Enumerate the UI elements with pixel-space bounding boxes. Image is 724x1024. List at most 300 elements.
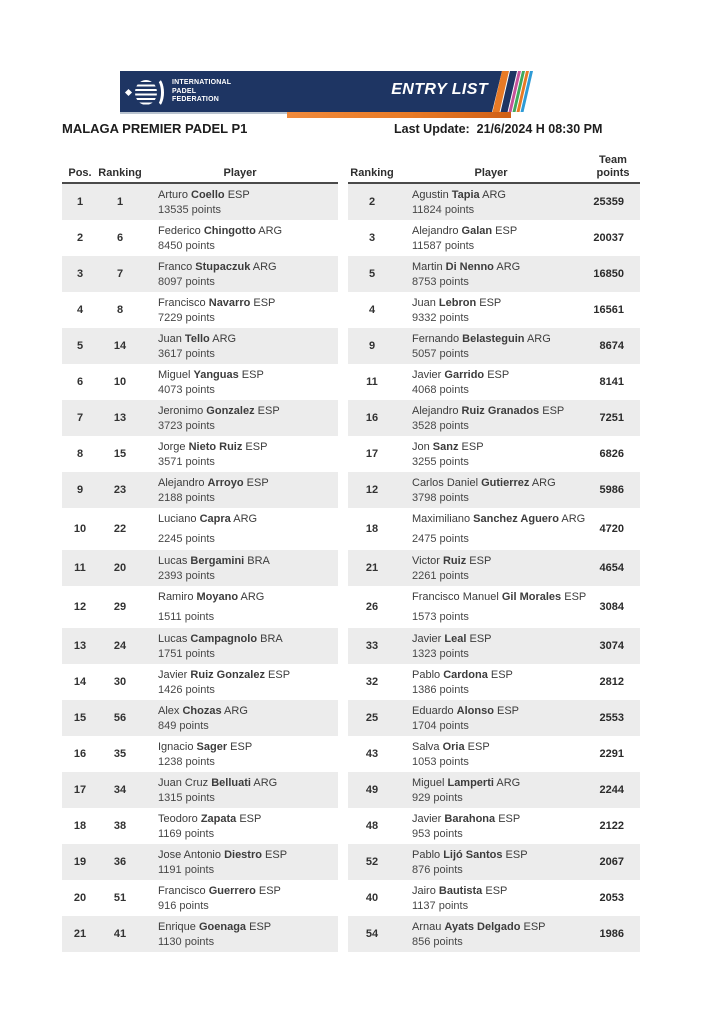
player-first-name: Enrique <box>158 920 199 933</box>
player-name <box>158 476 338 490</box>
logo-wordmark <box>172 79 231 105</box>
player-cell-2 <box>396 664 586 700</box>
player-cell-2 <box>396 628 586 664</box>
player-country-code: ESP <box>484 368 510 381</box>
player-name <box>158 440 338 454</box>
player-country-code: ARG <box>250 776 278 789</box>
player-name <box>158 848 338 862</box>
row-gap <box>338 508 348 550</box>
row-gap <box>338 364 348 400</box>
ranking-cell-1: 29 <box>113 601 127 613</box>
ranking-cell-1: 41 <box>98 916 142 952</box>
table-row <box>62 328 640 364</box>
player-first-name: Pablo <box>412 668 444 681</box>
ranking-cell-2: 9 <box>348 328 396 364</box>
table-row <box>62 736 640 772</box>
player-surname: Ruiz Granados <box>461 404 540 417</box>
player-country-code: ARG <box>238 591 265 603</box>
row-gap <box>338 184 348 220</box>
header-ranking-2: Ranking <box>348 148 396 184</box>
player-first-name: Maximiliano <box>412 513 474 525</box>
player-country-code: ARG <box>493 776 521 789</box>
team-points-cell: 2553 <box>586 700 640 736</box>
player-points: 1751 points <box>158 647 215 660</box>
player-surname: Yanguas <box>193 368 239 381</box>
player-surname: Coello <box>191 188 225 201</box>
ipf-banner <box>120 71 532 112</box>
team-points-cell: 16850 <box>586 256 640 292</box>
player-name <box>158 224 338 238</box>
row-gap <box>338 700 348 736</box>
team-points-cell: 4654 <box>586 550 640 586</box>
player-cell-2 <box>396 184 586 220</box>
row-gap <box>338 664 348 700</box>
team-points-cell: 3084 <box>599 601 624 613</box>
player-surname: Lebron <box>438 296 477 309</box>
team-points-cell: 5986 <box>586 472 640 508</box>
player-name <box>412 296 586 310</box>
player-surname: Lamperti <box>447 776 494 789</box>
player-surname: Gonzalez <box>206 404 255 417</box>
ranking-cell-2: 5 <box>348 256 396 292</box>
player-name <box>412 440 586 454</box>
team-points-cell: 2067 <box>586 844 640 880</box>
player-country-code: ESP <box>482 884 508 897</box>
player-country-code: ESP <box>224 188 250 201</box>
player-cell-2 <box>396 880 586 916</box>
player-surname: Lijó Santos <box>443 848 503 861</box>
table-row <box>62 844 640 880</box>
player-points: 4073 points <box>158 383 215 396</box>
player-country-code: ESP <box>476 296 502 309</box>
last-update <box>394 122 602 136</box>
table-row <box>62 916 640 952</box>
player-cell-2 <box>396 292 586 328</box>
player-country-code: ESP <box>493 704 520 717</box>
player-country-code: ARG <box>209 332 237 345</box>
player-cell-2 <box>396 586 586 628</box>
team-points-cell: 4720 <box>599 523 624 535</box>
team-points-cell: 16561 <box>593 304 624 316</box>
player-country-code: ESP <box>539 404 565 417</box>
table-row <box>62 472 640 508</box>
player-cell-1 <box>142 508 338 550</box>
player-surname: Cardona <box>443 668 488 681</box>
player-first-name: Ignacio <box>158 740 197 753</box>
ranking-cell-1: 30 <box>113 676 127 688</box>
player-surname: Goenaga <box>198 920 247 933</box>
team-points-cell: 25359 <box>586 184 640 220</box>
player-cell-2 <box>396 736 586 772</box>
player-cell-2 <box>396 772 586 808</box>
player-name <box>412 668 586 682</box>
pos-cell: 16 <box>73 748 87 760</box>
player-name <box>158 740 338 754</box>
entry-list-title: ENTRY LIST <box>391 81 488 98</box>
row-gap <box>338 844 348 880</box>
ranking-cell-2: 11 <box>366 376 378 388</box>
player-first-name: Javier <box>158 668 191 681</box>
player-cell-2 <box>396 844 586 880</box>
ranking-cell-1: 15 <box>113 448 127 460</box>
logo-line-1: INTERNATIONAL <box>172 79 232 86</box>
player-first-name: Fernando <box>412 332 463 345</box>
logo-line-3: FEDERATION <box>172 96 219 103</box>
player-first-name: Eduardo <box>412 704 457 717</box>
player-name <box>412 188 586 202</box>
player-name <box>412 884 586 898</box>
player-cell-1 <box>142 628 338 664</box>
ranking-cell-2: 52 <box>348 844 396 880</box>
player-points: 2245 points <box>158 533 215 545</box>
player-country-code: ESP <box>250 296 276 309</box>
player-name <box>158 368 338 382</box>
player-first-name: Jon <box>412 440 433 453</box>
player-cell-1 <box>142 328 338 364</box>
ranking-cell-2: 18 <box>365 523 379 535</box>
pos-cell: 15 <box>62 700 98 736</box>
player-points: 1053 points <box>412 755 469 768</box>
player-cell-1 <box>142 700 338 736</box>
player-first-name: Miguel <box>412 776 448 789</box>
pos-cell: 2 <box>76 232 84 244</box>
row-gap <box>338 436 348 472</box>
player-name <box>412 368 586 382</box>
player-country-code: ESP <box>236 812 262 825</box>
player-points: 2475 points <box>412 533 469 545</box>
player-name <box>158 512 338 526</box>
player-first-name: Alex <box>158 704 183 717</box>
ranking-cell-1: 23 <box>98 472 142 508</box>
ranking-cell-1: 14 <box>98 328 142 364</box>
ranking-cell-1: 51 <box>113 892 127 904</box>
player-name <box>412 776 586 790</box>
player-surname: Tello <box>184 332 210 345</box>
player-cell-1 <box>142 880 338 916</box>
last-update-label: Last Update: <box>394 122 470 136</box>
header-pos: Pos. <box>62 148 98 184</box>
player-name <box>412 332 586 346</box>
player-name <box>412 740 586 754</box>
ranking-cell-1: 7 <box>98 256 142 292</box>
player-first-name: Ramiro <box>158 591 197 603</box>
player-name <box>158 554 338 568</box>
player-first-name: Franco <box>158 260 196 273</box>
row-gap <box>338 328 348 364</box>
player-country-code: ESP <box>238 368 264 381</box>
player-points: 3617 points <box>158 347 215 360</box>
table-row <box>62 808 640 844</box>
player-cell-1 <box>142 808 338 844</box>
player-name <box>158 920 338 934</box>
team-points-cell: 8674 <box>586 328 640 364</box>
table-row <box>62 256 640 292</box>
player-surname: Ruiz <box>442 554 467 567</box>
pos-cell: 1 <box>62 184 98 220</box>
player-points: 1704 points <box>412 719 469 732</box>
player-cell-2 <box>396 400 586 436</box>
table-row <box>62 436 640 472</box>
player-surname: Bergamini <box>190 554 245 567</box>
row-gap <box>338 736 348 772</box>
player-cell-1 <box>142 256 338 292</box>
player-points: 3571 points <box>158 455 215 468</box>
player-name <box>158 776 338 790</box>
player-first-name: Juan <box>412 296 439 309</box>
diamond-icon <box>125 89 132 96</box>
player-cell-2 <box>396 328 586 364</box>
pos-cell: 3 <box>62 256 98 292</box>
player-country-code: ARG <box>230 513 258 525</box>
header-player-1: Player <box>142 148 338 184</box>
player-first-name: Lucas <box>158 554 191 567</box>
player-surname: Garrido <box>444 368 485 381</box>
ranking-cell-1: 22 <box>113 523 127 535</box>
player-country-code: ARG <box>524 332 551 345</box>
team-points-cell: 6826 <box>599 448 624 460</box>
player-country-code: ESP <box>261 848 288 861</box>
logo-line-2: PADEL <box>172 87 197 95</box>
player-country-code: ESP <box>502 848 528 861</box>
ranking-cell-2: 2 <box>348 184 396 220</box>
player-points: 916 points <box>158 899 209 912</box>
table-row <box>62 772 640 808</box>
table-body <box>62 184 640 952</box>
player-first-name: Teodoro <box>158 812 201 825</box>
player-cell-1 <box>142 664 338 700</box>
player-surname: Belluati <box>211 776 251 789</box>
pos-cell: 11 <box>62 550 98 586</box>
player-cell-1 <box>142 292 338 328</box>
table-row <box>62 292 640 328</box>
player-surname: Chozas <box>182 704 222 717</box>
ranking-cell-1: 8 <box>116 304 124 316</box>
row-gap <box>338 916 348 952</box>
player-points: 929 points <box>412 791 463 804</box>
player-points: 13535 points <box>158 203 221 216</box>
ranking-cell-1: 36 <box>98 844 142 880</box>
ranking-cell-2: 49 <box>348 772 396 808</box>
player-country-code: ARG <box>221 704 248 717</box>
row-gap <box>338 400 348 436</box>
player-country-code: ESP <box>466 554 492 567</box>
player-country-code: ESP <box>466 632 492 645</box>
player-surname: Sager <box>196 740 228 753</box>
ranking-cell-1: 13 <box>98 400 142 436</box>
player-surname: Capra <box>199 513 231 525</box>
row-gap <box>338 220 348 256</box>
row-gap <box>338 808 348 844</box>
player-surname: Di Nenno <box>445 260 494 273</box>
table-row <box>62 550 640 586</box>
player-points: 9332 points <box>412 311 469 324</box>
player-country-code: ESP <box>243 476 269 489</box>
team-points-cell: 7251 <box>586 400 640 436</box>
player-points: 953 points <box>412 827 463 840</box>
player-first-name: Jeronimo <box>158 404 207 417</box>
player-cell-2 <box>396 508 586 550</box>
pos-cell: 21 <box>62 916 98 952</box>
player-country-code: ARG <box>529 476 556 489</box>
player-surname: Moyano <box>196 591 239 603</box>
player-first-name: Javier <box>412 812 445 825</box>
team-points-cell: 8141 <box>599 376 624 388</box>
player-country-code: ARG <box>479 188 506 201</box>
ranking-cell-1: 34 <box>98 772 142 808</box>
player-cell-1 <box>142 436 338 472</box>
player-name <box>412 812 586 826</box>
player-country-code: ARG <box>558 513 586 525</box>
player-points: 8450 points <box>158 239 215 252</box>
player-first-name: Alejandro <box>412 404 462 417</box>
team-points-cell: 1986 <box>586 916 640 952</box>
player-cell-1 <box>142 472 338 508</box>
player-first-name: Salva <box>412 740 443 753</box>
player-name <box>412 512 586 526</box>
player-country-code: ESP <box>246 920 272 933</box>
table-row <box>62 586 640 628</box>
row-gap <box>338 292 348 328</box>
player-surname: Nieto Ruiz <box>188 440 243 453</box>
player-cell-2 <box>396 916 586 952</box>
player-name <box>412 704 586 718</box>
pos-cell: 7 <box>62 400 98 436</box>
player-first-name: Juan Cruz <box>158 776 212 789</box>
banner-orange-bar <box>287 112 511 118</box>
player-first-name: Javier <box>412 632 445 645</box>
player-name <box>158 704 338 718</box>
player-first-name: Victor <box>412 554 443 567</box>
ranking-cell-2: 16 <box>348 400 396 436</box>
player-points: 1426 points <box>158 683 215 696</box>
player-points: 3255 points <box>412 455 469 468</box>
table-row <box>62 700 640 736</box>
player-first-name: Miguel <box>158 368 194 381</box>
player-country-code: ESP <box>492 224 518 237</box>
banner-underline <box>120 112 288 114</box>
player-first-name: Francisco <box>158 296 209 309</box>
player-country-code: BRA <box>244 554 270 567</box>
player-country-code: BRA <box>257 632 283 645</box>
team-points-cell: 2053 <box>599 892 624 904</box>
player-country-code: ARG <box>255 224 283 237</box>
ranking-cell-1: 56 <box>98 700 142 736</box>
player-first-name: Pablo <box>412 848 444 861</box>
player-first-name: Martin <box>412 260 446 273</box>
pos-cell: 20 <box>73 892 87 904</box>
player-points: 1323 points <box>412 647 469 660</box>
tournament-title: MALAGA PREMIER PADEL P1 <box>62 121 248 136</box>
player-cell-2 <box>396 220 586 256</box>
ranking-cell-2: 17 <box>365 448 379 460</box>
player-first-name: Francisco Manuel <box>412 591 502 603</box>
row-gap <box>338 586 348 628</box>
player-points: 849 points <box>158 719 209 732</box>
player-cell-2 <box>396 550 586 586</box>
player-cell-1 <box>142 916 338 952</box>
player-name <box>412 590 586 604</box>
pos-cell: 5 <box>62 328 98 364</box>
player-surname: Alonso <box>456 704 494 717</box>
player-points: 2393 points <box>158 569 215 582</box>
ranking-cell-2: 4 <box>368 304 376 316</box>
row-gap <box>338 550 348 586</box>
ipf-logo <box>126 77 286 107</box>
player-first-name: Arturo <box>158 188 192 201</box>
pos-cell: 8 <box>76 448 84 460</box>
player-surname: Oria <box>442 740 465 753</box>
ranking-cell-1: 35 <box>113 748 127 760</box>
header-team-points: Team points <box>586 148 640 184</box>
player-name <box>158 632 338 646</box>
pos-cell: 17 <box>62 772 98 808</box>
ranking-cell-2: 21 <box>348 550 396 586</box>
player-name <box>412 554 586 568</box>
player-cell-2 <box>396 808 586 844</box>
team-points-cell: 2291 <box>599 748 624 760</box>
player-country-code: ESP <box>561 591 587 603</box>
ranking-cell-2: 12 <box>348 472 396 508</box>
player-cell-2 <box>396 256 586 292</box>
last-update-value: 21/6/2024 H 08:30 PM <box>476 122 603 136</box>
player-name <box>158 590 338 604</box>
player-points: 1386 points <box>412 683 469 696</box>
player-cell-1 <box>142 364 338 400</box>
player-surname: Galan <box>461 224 493 237</box>
pos-cell: 19 <box>62 844 98 880</box>
player-name <box>158 404 338 418</box>
ranking-cell-2: 3 <box>368 232 376 244</box>
player-surname: Navarro <box>208 296 251 309</box>
player-surname: Ayats Delgado <box>444 920 521 933</box>
pos-cell: 14 <box>73 676 87 688</box>
player-first-name: Francisco <box>158 884 209 897</box>
player-cell-2 <box>396 700 586 736</box>
player-points: 1238 points <box>158 755 215 768</box>
player-points: 8753 points <box>412 275 469 288</box>
player-cell-1 <box>142 184 338 220</box>
player-points: 1169 points <box>158 827 215 840</box>
table-row <box>62 364 640 400</box>
player-points: 876 points <box>412 863 463 876</box>
player-surname: Gutierrez <box>481 476 530 489</box>
player-points: 4068 points <box>412 383 469 396</box>
pos-cell: 6 <box>76 376 84 388</box>
pos-cell: 13 <box>62 628 98 664</box>
row-gap <box>338 256 348 292</box>
ranking-cell-1: 38 <box>113 820 127 832</box>
player-name <box>158 812 338 826</box>
player-cell-1 <box>142 400 338 436</box>
player-points: 1511 points <box>158 611 215 623</box>
pos-cell: 10 <box>73 523 87 535</box>
player-cell-2 <box>396 364 586 400</box>
player-points: 856 points <box>412 935 463 948</box>
ranking-cell-2: 25 <box>348 700 396 736</box>
row-gap <box>338 772 348 808</box>
player-cell-1 <box>142 586 338 628</box>
player-surname: Campagnolo <box>190 632 258 645</box>
player-first-name: Lucas <box>158 632 191 645</box>
player-name <box>158 188 338 202</box>
entry-table <box>62 148 640 952</box>
player-cell-2 <box>396 436 586 472</box>
header-ranking-1: Ranking <box>98 148 142 184</box>
player-first-name: Alejandro <box>158 476 208 489</box>
team-points-cell: 3074 <box>586 628 640 664</box>
ranking-cell-2: 33 <box>348 628 396 664</box>
player-name <box>158 332 338 346</box>
